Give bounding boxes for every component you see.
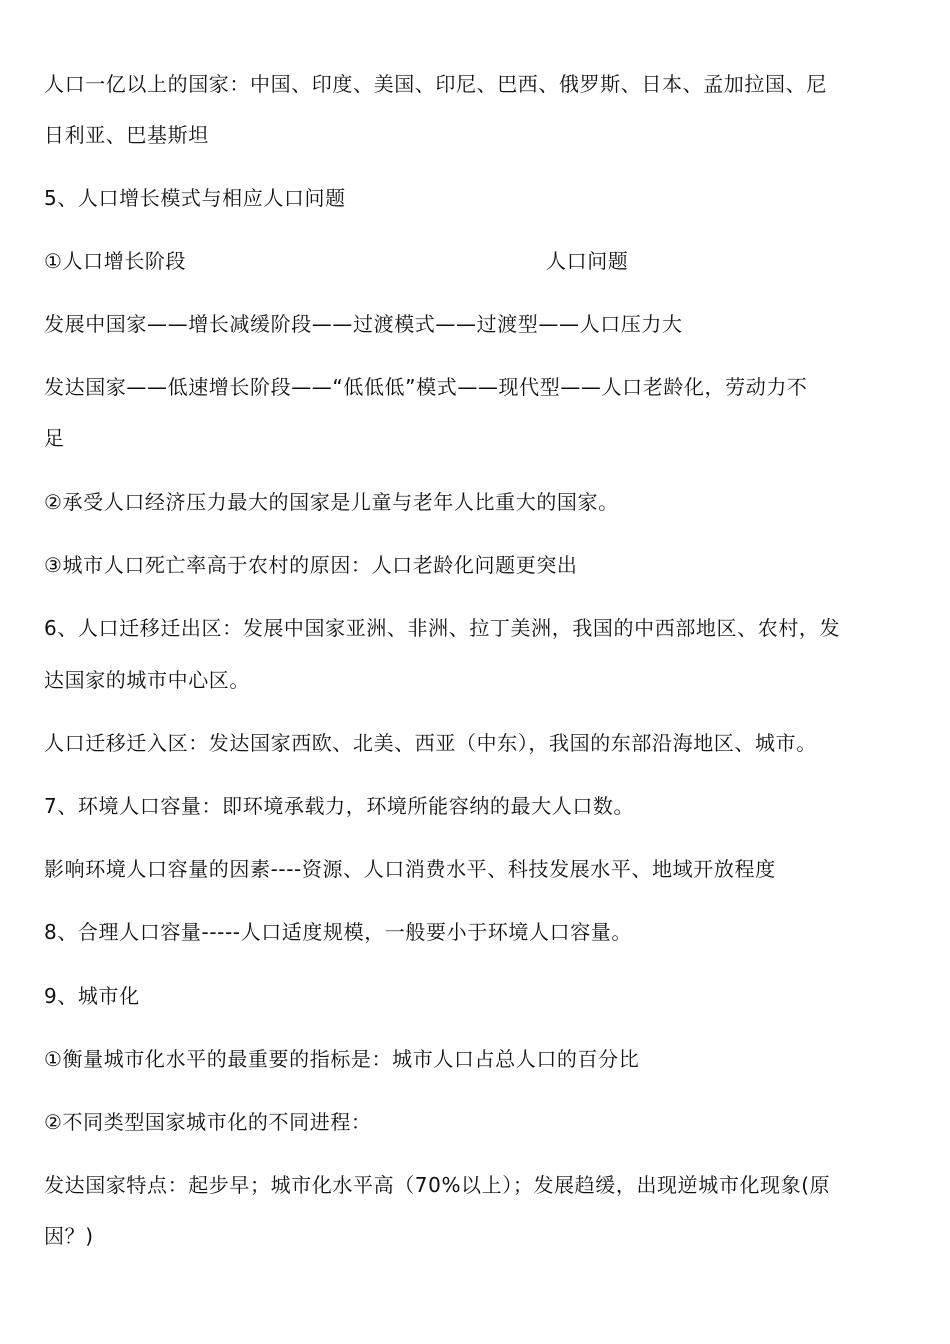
column-header-population-problem: 人口问题 [546,249,629,273]
text-line: 影响环境人口容量的因素----资源、人口消费水平、科技发展水平、地域开放程度 [44,857,776,881]
paragraph-developed-urbanization [44,1172,830,1198]
paragraph-capacity-factors [44,856,776,882]
text-line: 达国家的城市中心区。 [44,668,250,692]
text-line: 日利亚、巴基斯坦 [44,123,209,147]
paragraph-developed-countries [44,374,808,400]
text-line: ②承受人口经济压力最大的国家是儿童与老年人比重大的国家。 [44,490,619,514]
paragraph-developing-countries [44,311,683,337]
text-line: 7、环境人口容量：即环境承载力，环境所能容纳的最大人口数。 [44,794,635,818]
paragraph-continuation [44,667,250,693]
paragraph-continuation [44,122,209,148]
paragraph-large-population-countries [44,71,827,97]
text-line: ②不同类型国家城市化的不同进程： [44,1110,372,1134]
text-line: 8、合理人口容量-----人口适度规模，一般要小于环境人口容量。 [44,920,633,944]
paragraph-immigration-areas [44,730,817,756]
text-line: 发展中国家——增长减缓阶段——过渡模式——过渡型——人口压力大 [44,312,683,336]
paragraph-reasonable-capacity [44,919,632,945]
text-line: 人口一亿以上的国家：中国、印度、美国、印尼、巴西、俄罗斯、日本、孟加拉国、尼 [44,72,827,96]
paragraph-continuation [44,1223,94,1249]
text-line: 发达国家——低速增长阶段——“低低低”模式——现代型——人口老龄化，劳动力不 [44,375,808,399]
paragraph-continuation [44,425,65,451]
text-line: 6、人口迁移迁出区：发展中国家亚洲、非洲、拉丁美洲，我国的中西部地区、农村，发 [44,616,841,640]
text-line: 发达国家特点：起步早；城市化水平高（70%以上）；发展趋缓，出现逆城市化现象(原 [44,1173,831,1197]
text-line: 人口迁移迁入区：发达国家西欧、北美、西亚（中东），我国的东部沿海地区、城市。 [44,731,817,755]
paragraph-economic-pressure [44,489,619,515]
paragraph-urbanization-process [44,1109,372,1135]
paragraph-emigration-areas [44,615,840,641]
heading-text: 9、城市化 [44,984,140,1008]
heading-text: 5、人口增长模式与相应人口问题 [44,186,346,210]
paragraph-urbanization-indicator [44,1046,639,1072]
paragraph-urban-mortality [44,552,578,578]
column-header-growth-stage: ①人口增长阶段 [44,249,187,273]
text-line: 因？) [44,1224,94,1248]
text-line: ③城市人口死亡率高于农村的原因：人口老龄化问题更突出 [44,553,578,577]
heading-urbanization [44,983,140,1009]
column-headers-row [44,248,910,274]
heading-population-growth-models [44,185,346,211]
paragraph-environmental-capacity [44,793,634,819]
text-line: 足 [44,426,65,450]
text-line: ①衡量城市化水平的最重要的指标是：城市人口占总人口的百分比 [44,1047,640,1071]
